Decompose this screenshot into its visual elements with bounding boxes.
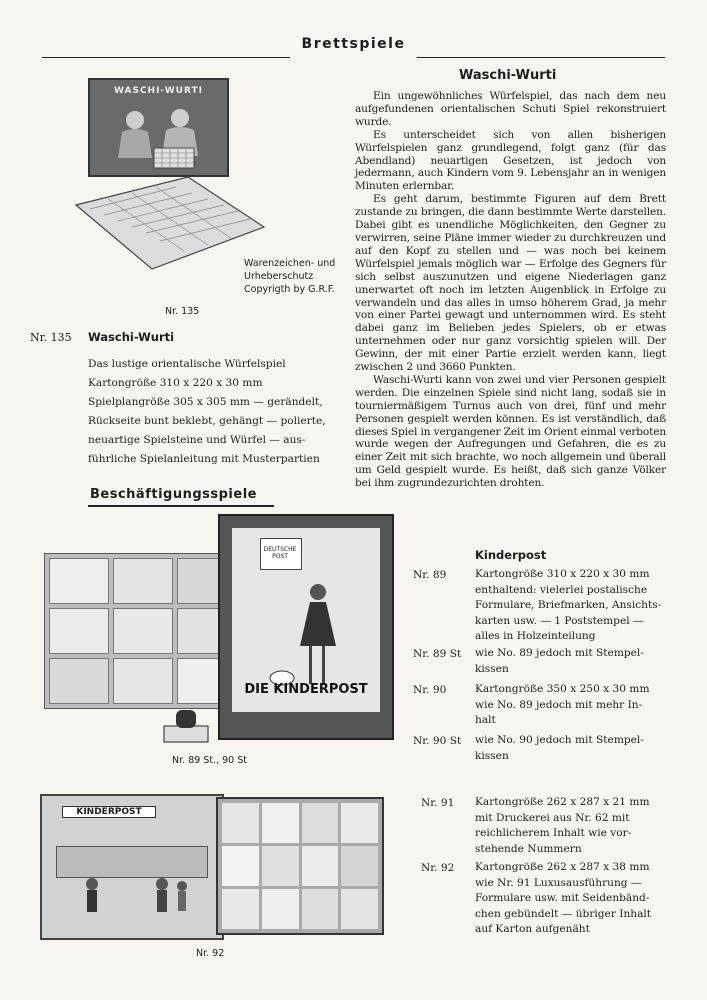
- entry-desc-89st: [475, 646, 675, 677]
- kinderpost-photo2-caption: Nr. 92: [196, 948, 225, 959]
- entry-nr-90st: Nr. 90 St: [413, 735, 462, 747]
- waschi-item-desc: [88, 355, 336, 469]
- desc-line: karten usw. — 1 Poststempel —: [475, 614, 644, 627]
- section-title: Brettspiele: [301, 36, 406, 52]
- desc-line: stehende Nummern: [475, 842, 582, 855]
- desc-line: wie No. 89 jedoch mit mehr In-: [475, 698, 643, 711]
- entry-nr-90: Nr. 90: [413, 684, 447, 696]
- desc-line: Kartongröße 262 x 287 x 21 mm: [475, 796, 650, 808]
- trademark-line-2: Urheberschutz: [244, 271, 314, 282]
- entry-nr-89: Nr. 89: [413, 569, 447, 581]
- trademark-line-3: Copyrigth by G.R.F.: [244, 284, 335, 295]
- desc-line: mit Druckerei aus Nr. 62 mit: [475, 811, 630, 824]
- waschi-box-photo: [88, 78, 229, 177]
- trademark-line-1: Warenzeichen- und: [244, 258, 336, 269]
- kinderpost-girl-illustration: [260, 566, 360, 696]
- desc-line: Kartongröße 310 x 220 x 30 mm: [475, 568, 650, 580]
- desc-line: Kartongröße 262 x 287 x 38 mm: [475, 861, 650, 873]
- waschi-title: Waschi-Wurti: [459, 68, 557, 83]
- entry-nr-92: Nr. 92: [421, 862, 455, 874]
- desc-line: neuartige Spielsteine und Würfel — aus-: [88, 434, 306, 446]
- header-rule-right: [417, 57, 665, 58]
- beschaeftigung-title: Beschäftigungsspiele: [90, 487, 257, 502]
- entry-desc-89: [475, 567, 675, 645]
- desc-line: alles in Holzeinteilung: [475, 630, 596, 642]
- entry-nr-91: Nr. 91: [421, 797, 455, 809]
- waschi-board: [68, 165, 268, 277]
- desc-line: enthaltend: vielerlei postalische: [475, 583, 648, 596]
- waschi-paragraph-3: Es geht darum, bestimmte Figuren auf dem Brett zustande zu bringen, die dann bestimmte Werte darstellen. Dabei gibt es unendliche Möglichkeiten, den Gegner zu verwirren, seine Pläne immer wieder zu durchkreuzen und auf den Kopf zu stellen und — was noch bei keinem Würfelspiel jemals möglich war — Erfolge des Gegners für sich selbst auszunutzen und eigene Niederlagen ganz unerwartet oft noch im letzten Augenblick in Erfolge zu verwandeln und das alles in umso höherem Grad, ja mehr von einer Partei gewagt und unternommen wird. Es steht dabei ganz im Belieben jedes Spielers, ob er etwas unternehmen oder nur ganz vorsichtig spielen will. Der Gewinn, der mit einer Partie erzielt werden kann, liegt zwischen 2 und 3660 Punkten.: [355, 193, 666, 374]
- desc-line: halt: [475, 714, 496, 726]
- entry-nr-89st: Nr. 89 St: [413, 648, 462, 660]
- desc-line: Formulare, Briefmarken, Ansichts-: [475, 599, 662, 611]
- kinderpost-mailbox-label: DEUTSCHE POST: [263, 546, 297, 560]
- desc-line: reichlicherem Inhalt wie vor-: [475, 827, 632, 839]
- box-label: WASCHI-WURTI: [113, 86, 204, 96]
- desc-line: Rückseite bunt beklebt, gehängt — polierte,: [88, 415, 326, 427]
- header-rule-left: [42, 57, 290, 58]
- kinderpost-box-title: DIE KINDERPOST: [244, 682, 368, 697]
- kinderpost-lid2-label: KINDERPOST: [62, 806, 156, 818]
- desc-line: Formulare usw. mit Seidenbänd-: [475, 892, 650, 904]
- waschi-paragraph-4: Waschi-Wurti kann von zwei und vier Personen gespielt werden. Die einzelnen Spiele sind nicht lang, sodaß sie in tourniermäßigem Turnus auch von drei, fünf und mehr Personen gespielt werden können. Es ist verständlich, daß dieses Spiel in vergangener Zeit im Orient einmal verboten wurde wegen der Aufregungen und Gefahren, die es zu einer Zeit mit sich brachte, wo noch allgemein und überall um Geld gespielt wurde. Es heißt, daß sich ganze Völker bei ihm zugrundezurichten drohten.: [355, 373, 666, 490]
- desc-line: kissen: [475, 749, 509, 762]
- desc-line: Das lustige orientalische Würfelspiel: [88, 358, 286, 370]
- kinderpost-photo1-caption: Nr. 89 St., 90 St: [172, 755, 247, 766]
- desc-line: Spielplangröße 305 x 305 mm — gerändelt,: [88, 396, 323, 408]
- desc-line: Kartongröße 310 x 220 x 30 mm: [88, 377, 263, 389]
- desc-line: kissen: [475, 662, 509, 675]
- desc-line: chen gebündelt — übriger Inhalt: [475, 907, 652, 920]
- kinderpost-lid-photo: [218, 514, 394, 740]
- waschi-paragraph-1: Ein ungewöhnliches Würfelspiel, das nach dem neu aufgefundenen orientalischen Schuti Spiel rekonstruiert wurde.: [355, 90, 666, 128]
- entry-desc-91: [475, 795, 675, 857]
- desc-line: wie No. 90 jedoch mit Stempel-: [475, 734, 644, 746]
- waschi-article: [355, 90, 666, 490]
- kinderpost-open-box-photo: [44, 553, 242, 709]
- desc-line: führliche Spielanleitung mit Musterpartien: [88, 453, 320, 465]
- post-office-illustration: [62, 876, 202, 930]
- entry-desc-90st: [475, 733, 675, 764]
- beschaeftigung-underline: [88, 505, 274, 507]
- desc-line: wie No. 89 jedoch mit Stempel-: [475, 647, 644, 659]
- kinderpost-lid2-photo: [40, 794, 224, 940]
- kinderpost-title: Kinderpost: [475, 548, 547, 562]
- box-illustration: [100, 98, 218, 170]
- waschi-item-name: Waschi-Wurti: [88, 330, 175, 344]
- kinderpost-open-box2-photo: [216, 797, 384, 935]
- desc-line: auf Karton aufgenäht: [475, 923, 590, 935]
- entry-desc-90: [475, 682, 675, 729]
- desc-line: wie Nr. 91 Luxusausführung —: [475, 876, 642, 889]
- waschi-paragraph-2: Es unterscheidet sich von allen bisherigen Würfelspielen ganz grundlegend, folgt ganz (für das Abendland) neuartigen Gesetzen, ist jedoch von jedermann, auch Kindern vom 9. Lebensjahr an in wenigen Minuten erlernbar.: [355, 128, 666, 193]
- entry-desc-92: [475, 860, 675, 938]
- waschi-photo-caption: Nr. 135: [165, 306, 200, 317]
- desc-line: Kartongröße 350 x 250 x 30 mm: [475, 683, 650, 695]
- stamp-icon: [160, 706, 212, 746]
- waschi-item-number: Nr. 135: [30, 331, 72, 344]
